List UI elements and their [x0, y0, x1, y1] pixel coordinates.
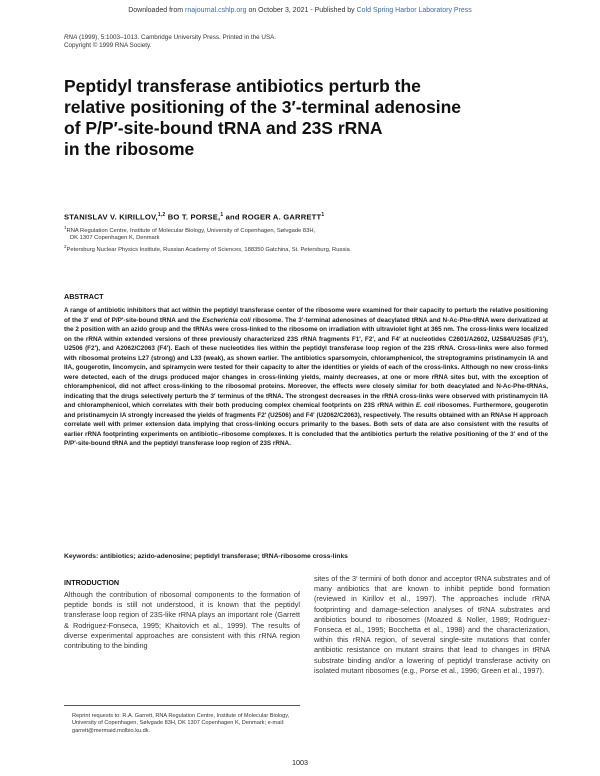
abstract-body: A range of antibiotic inhibitors that act within the peptidyl transferase center of the ribosome were examined for their capacity to perturb the relative positioning of the 3′ end of P/P′-site-bound tRNA and the Escherichia coli ribosome. The 3′-terminal adenosines of deacylated tRNA and N-Ac-Phe-tRNA were derivatized at the 2 position with an azido group and the tRNAs were cross-linked to the ribosome on irradiation with ultraviolet light at 365 nm. The cross-links were localized on the rRNA within extended versions of three previously characterized 23S rRNA fragments F1′, F2′, and F4′ at nucleotides C2601/A2602, U2584/U2585 (F1′), U2506 (F2′), and A2062/C2063 (F4′). Each of these nucleotides lies within the peptidyl transferase loop region of the 23S rRNA. Cross-links were also formed with ribosomal proteins L27 (strong) and L33 (weak), as shown earlier. The antibiotics sparsomycin, chloramphenicol, the streptogramins pristinamycin IA and IIA, gougerotin, lincomycin, and spiramycin were tested for their capacity to alter the identities or yields of each of the cross-links. Although no new cross-links were detected, each of the drugs produced major changes in cross-linking yields, mainly decreases, at one or more rRNA sites but, with the exception of chloramphenicol, did not affect cross-linking to the ribosomal proteins. Moreover, the effects were closely similar for both deacylated and N-Ac-Phe-tRNAs, indicating that the drugs selectively perturb the 3′ terminus of the tRNA. The strongest decreases in the rRNA cross-links were observed with pristinamycin IIA and chloramphenicol, which correlates with their both producing complex chemical footprints on 23S rRNA within E. coli ribosomes. Furthermore, gougerotin and pristinamycin IA strongly increased the yields of fragments F2′ (U2506) and F4′ (U2062/C2063), respectively. The results obtained with an RNAse H approach correlate well with primer extension data implying that cross-linking occurs primarily to the bases. Both sets of data are also consistent with the results of earlier rRNA footprinting experiments on antibiotic–ribosome complexes. It is concluded that the antibiotics perturb the relative positioning of the 3′ end of the P/P′-site-bound tRNA and the peptidyl transferase loop region of 23S rRNA.: [64, 307, 548, 447]
intro-right-column: sites of the 3′ termini of both donor and acceptor tRNA substrates and of many antibiotics that are known to inhibit peptide bond formation (reviewed in Kirillov et al., 1997). The approaches include rRNA footprinting and damage-selection analyses of tRNA substrates and antibiotics bound to ribosomes (Moazed & Noller, 1989; Rodriguez-Fonseca et al., 1995; Bocchetta et al., 1998) and the characterization, within this rRNA region, of several single-site mutations that confer antibiotic resistance on mutant strains that lead to changes in tRNA substrate binding and/or a lowering of peptidyl transferase activity on isolated mutant ribosomes (e.g., Porse et al., 1996; Green et al., 1997).: [314, 574, 550, 675]
affiliation-2: $^2$Petersburg Nuclear Physics Institute, Russian Academy of Sciences, 188350 Gatchina, St. Petersburg, Russia: [64, 243, 350, 253]
affiliation-1: $^1$RNA Regulation Centre, Institute of Molecular Biology, University of Copenhagen, Sølvgade 83H,: [64, 225, 316, 234]
journal-citation: RNA (1999), 5:1003–1013. Cambridge University Press. Printed in the USA.: [64, 34, 277, 41]
intro-left-column: Although the contribution of ribosomal components to the formation of peptide bonds is still not understood, it is known that the peptidyl transferase loop region of 23S-like rRNA plays an important role (Garrett & Rodriguez-Fonseca, 1995; Khaitovich et al., 1999). The results of diverse experimental approaches are consistent with this rRNA region contributing to the binding: [64, 590, 300, 651]
journal-info: [64, 34, 276, 51]
download-middle: on October 3, 2021 - Published by: [246, 7, 357, 14]
affiliation-1-cont: DK 1307 Copenhagen K, Denmark: [70, 235, 160, 242]
keywords: Keywords: antibiotics; azido-adenosine; peptidyl transferase; tRNA-ribosome cross-links: [64, 553, 348, 560]
footnote-divider: [64, 705, 300, 706]
download-prefix: Downloaded from: [128, 7, 186, 14]
journal-copyright: Copyright © 1999 RNA Society.: [64, 42, 152, 50]
affiliations: [64, 224, 544, 254]
page-number: 1003: [292, 758, 308, 767]
author-list: STANISLAV V. KIRILLOV,$^{1,2}$ BO T. PORSE,$^1$ and ROGER A. GARRETT$^1$: [64, 212, 325, 222]
download-banner: [0, 7, 600, 14]
introduction-heading: INTRODUCTION: [64, 578, 120, 587]
site-link[interactable]: rnajournal.cshlp.org: [185, 7, 247, 14]
abstract-heading: ABSTRACT: [64, 292, 104, 301]
species-name: Escherichia coli: [202, 316, 251, 324]
journal-name: RNA: [64, 34, 78, 41]
species-name-2: E. coli: [415, 402, 435, 409]
reprint-footnote: Reprint requests to: R.A. Garrett, RNA Regulation Centre, Institute of Molecular Biology, University of Copenhagen, Sølvgade 83H, DK 1307 Copenhagen K, Denmark; e-mail: garrett@mermaid.molbio.ku.dk.: [72, 713, 290, 734]
article-title: Peptidyl transferase antibiotics perturb the relative positioning of the 3′-terminal adenosine of P/P′-site-bound tRNA and 23S rRNA in the ribosome: [64, 76, 462, 159]
publisher-link[interactable]: Cold Spring Harbor Laboratory Press: [356, 7, 472, 14]
